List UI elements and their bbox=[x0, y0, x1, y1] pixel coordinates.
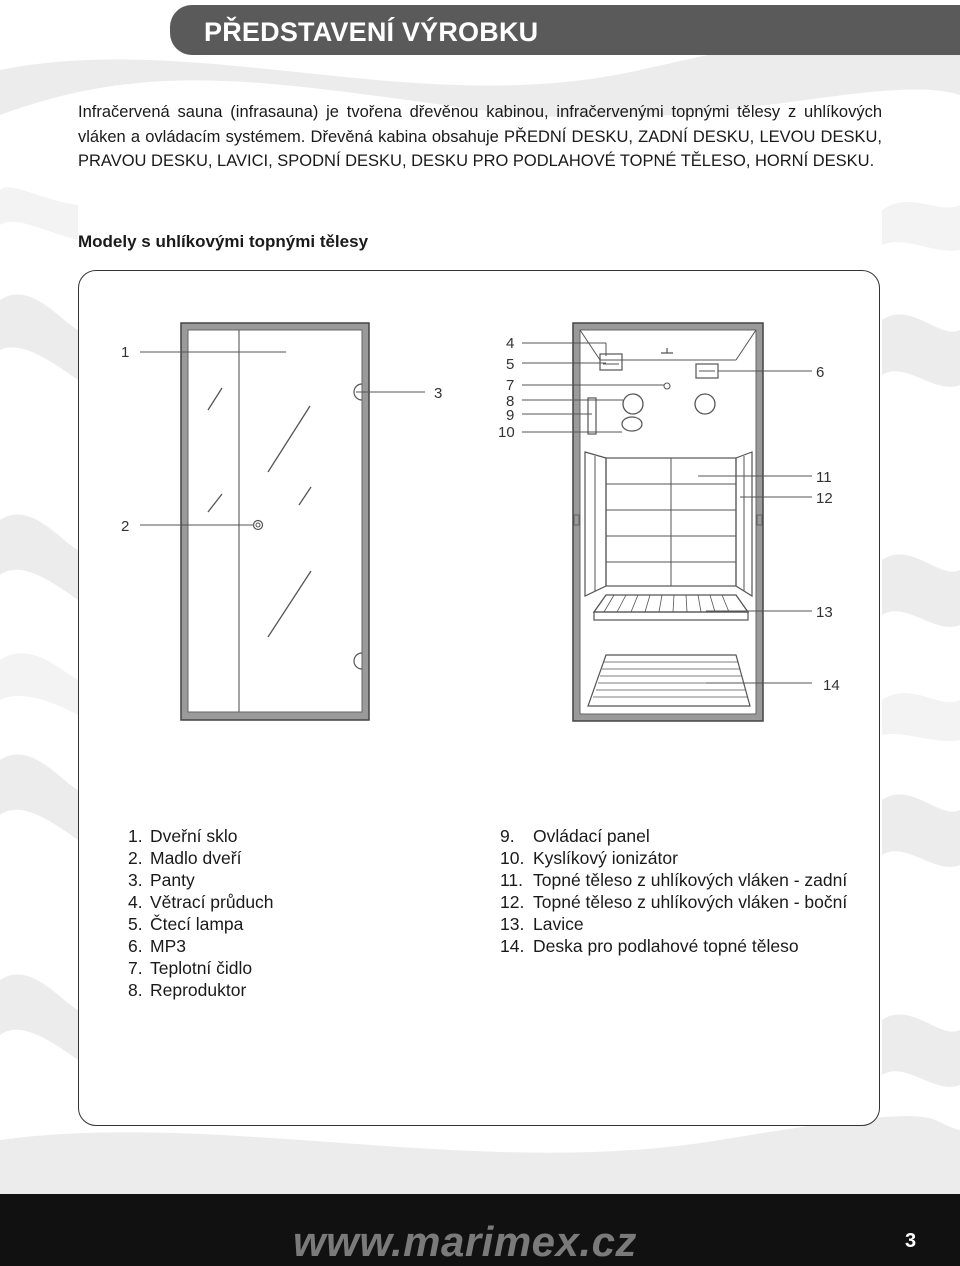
legend-item: 12. Topné těleso z uhlíkových vláken - boční bbox=[500, 892, 848, 912]
callout-7: 7 bbox=[506, 377, 515, 394]
legend-item: 10. Kyslíkový ionizátor bbox=[500, 848, 678, 868]
legend-item: 6. MP3 bbox=[128, 936, 186, 956]
callout-12: 12 bbox=[816, 490, 833, 507]
footer-bar bbox=[0, 1194, 960, 1266]
legend-item: 8. Reproduktor bbox=[128, 980, 247, 1000]
legend-item: 7. Teplotní čidlo bbox=[128, 958, 253, 978]
callout-5: 5 bbox=[506, 356, 515, 373]
legend-item: 1. Dveřní sklo bbox=[128, 826, 238, 846]
page-number: 3 bbox=[905, 1230, 917, 1252]
legend-item: 4. Větrací průduch bbox=[128, 892, 274, 912]
callout-9: 9 bbox=[506, 407, 515, 424]
legend-item: 2. Madlo dveří bbox=[128, 848, 242, 868]
legend-list-left bbox=[128, 825, 468, 1001]
legend-item: 13. Lavice bbox=[500, 914, 584, 934]
header-title-bar bbox=[170, 5, 960, 55]
callout-3: 3 bbox=[434, 385, 443, 402]
legend-item: 9. Ovládací panel bbox=[500, 826, 650, 846]
legend-list-right bbox=[500, 825, 860, 957]
intro-paragraph: Infračervená sauna (infrasauna) je tvořena dřevěnou kabinou, infračervenými topnými tělesy z uhlíkových vláken a ovládacím systémem. Dřevěná kabina obsahuje PŘEDNÍ DESKU, ZADNÍ DESKU, LEVOU DESKU, PRAVOU DESKU, LAVICI, SPODNÍ DESKU, DESKU PRO PODLAHOVÉ TOPNÉ TĚLESO, HORNÍ DESKU. bbox=[78, 103, 882, 170]
section-subtitle: Modely s uhlíkovými topnými tělesy bbox=[78, 232, 369, 251]
callout-11: 11 bbox=[816, 469, 832, 486]
callout-2: 2 bbox=[121, 518, 130, 535]
callout-8: 8 bbox=[506, 393, 515, 410]
page-title: PŘEDSTAVENÍ VÝROBKU bbox=[204, 17, 539, 47]
legend-item: 11. Topné těleso z uhlíkových vláken - zadní bbox=[500, 870, 848, 890]
legend-item: 14. Deska pro podlahové topné těleso bbox=[500, 936, 799, 956]
callout-10: 10 bbox=[498, 424, 515, 441]
callout-14: 14 bbox=[823, 677, 840, 694]
callout-1: 1 bbox=[121, 344, 130, 361]
callout-6: 6 bbox=[816, 364, 825, 381]
footer-url-link[interactable]: www.marimex.cz bbox=[293, 1218, 637, 1265]
legend-item: 5. Čtecí lampa bbox=[128, 914, 244, 934]
callout-4: 4 bbox=[506, 335, 515, 352]
legend-item: 3. Panty bbox=[128, 870, 195, 890]
callout-13: 13 bbox=[816, 604, 833, 621]
